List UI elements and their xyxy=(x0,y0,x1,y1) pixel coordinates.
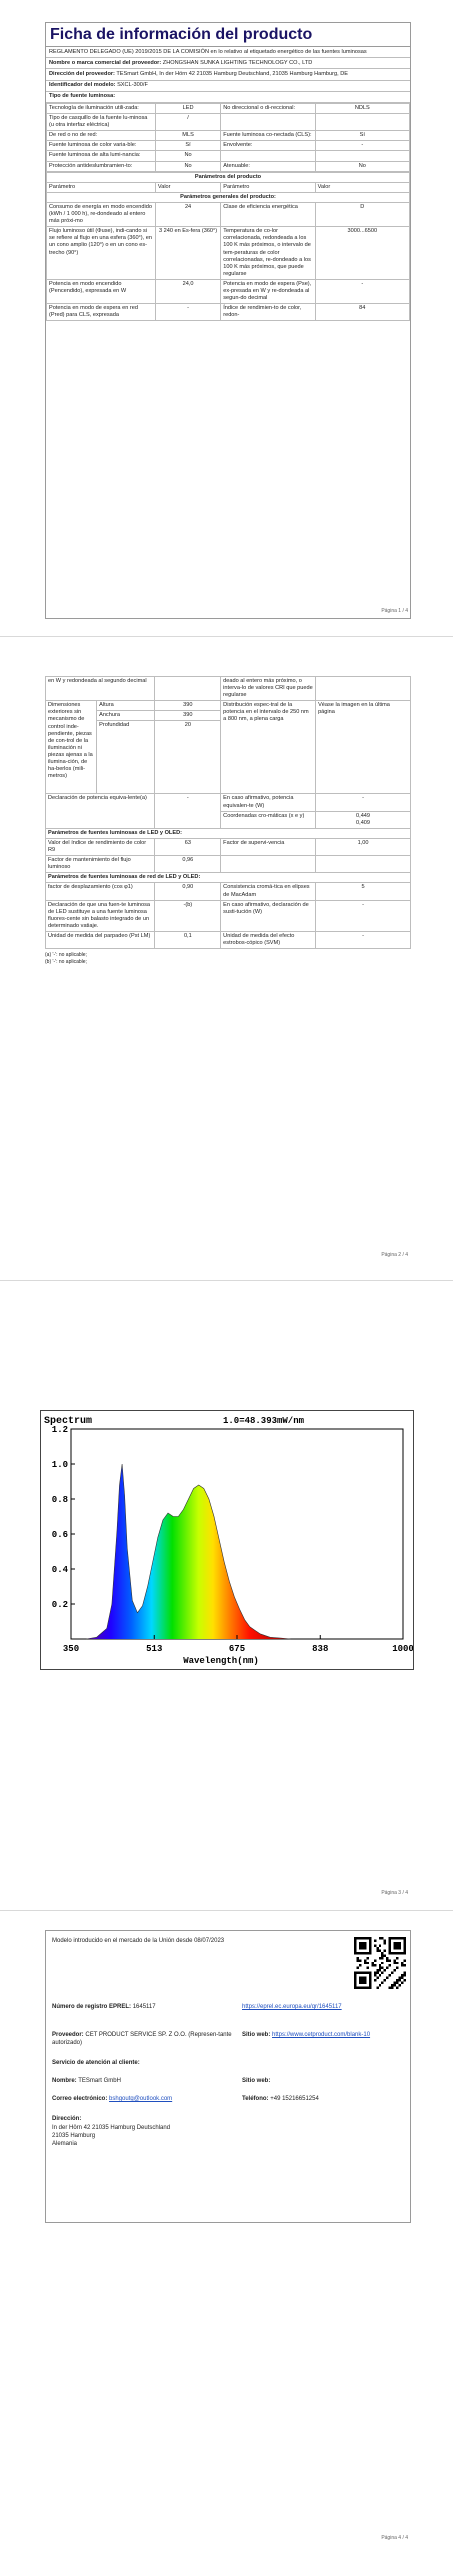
param-value: No xyxy=(315,161,409,171)
spectrum-chart xyxy=(40,1410,414,1670)
website-link[interactable]: https://www.cetproduct.com/blank-10 xyxy=(272,2032,371,2038)
param-value xyxy=(315,151,409,161)
param-label: Atenuable: xyxy=(221,161,315,171)
general-row xyxy=(47,202,410,226)
page-number: Página 1 / 4 xyxy=(381,608,408,614)
param-value: / xyxy=(155,114,220,131)
type-header: Tipo de fuente luminosa: xyxy=(46,92,410,103)
param-value: D xyxy=(315,202,409,226)
mains-params-header: Parámetros de fuentes luminosas de red de LED y OLED: xyxy=(46,873,411,883)
param-value: No xyxy=(155,151,220,161)
displacement-label: factor de desplazamiento (cos φ1) xyxy=(46,883,155,900)
page-separator xyxy=(0,1280,453,1281)
survival-value: 1,00 xyxy=(316,838,411,855)
svm-value: - xyxy=(316,931,411,948)
supplier-label: Nombre o marca comercial del proveedor: xyxy=(49,59,162,66)
col-header-value: Valor xyxy=(155,182,220,192)
y-tick-label: 1.2 xyxy=(51,1425,68,1435)
market-date: Modelo introducido en el mercado de la Unión desde 08/07/2023 xyxy=(52,1938,225,1944)
x-tick-label: 838 xyxy=(312,1644,329,1654)
param-label: Fuente luminosa co-nectada (CLS): xyxy=(221,131,315,141)
regulation-text: REGLAMENTO DELEGADO (UE) 2019/2015 DE LA COMISIÓN en lo relativo al etiquetado energético de las fuentes luminosas xyxy=(46,47,410,58)
col-header-value: Valor xyxy=(315,182,409,192)
col-header-param: Parámetro xyxy=(221,182,315,192)
supplier-row xyxy=(46,58,410,69)
params-header: Parámetros del producto xyxy=(47,172,410,182)
flicker-label: Unidad de medida del parpadeo (Pst LM) xyxy=(46,931,155,948)
height-value: 390 xyxy=(155,701,221,711)
macadam-value: 5 xyxy=(316,883,411,900)
type-row xyxy=(47,141,410,151)
fluor-label: Declaración de que una fuen-te luminosa de LED sustituye a una fuente luminosa fluores-cente sin balasto integrado de un determinado vatiaje. xyxy=(46,900,155,931)
chart-annotation: 1.0=48.393mW/nm xyxy=(223,1416,305,1426)
x-axis-label: Wavelength(nm) xyxy=(183,1656,259,1666)
macadam-label: Consistencia cromá-tica en elipses de MacAdam xyxy=(221,883,316,900)
param-value: No xyxy=(155,161,220,171)
type-row xyxy=(47,104,410,114)
param-cell: deado al entero más próximo, o interva-lo de valores CRI que puede regularse xyxy=(221,677,316,701)
displacement-value: 0,90 xyxy=(155,883,221,900)
general-row xyxy=(47,279,410,303)
provider-value: CET PRODUCT SERVICE SP. Z O.O. (Represen-tante autorizado) xyxy=(52,2032,232,2046)
x-tick-label: 1000 xyxy=(392,1644,413,1654)
address-value: TESmart GmbH, In der Hörn 42 21035 Hamburg Deutschland, 21035 Hamburg Hamburg, DE xyxy=(116,70,348,77)
param-label: Temperatura de co-lor correlacionada, redondeada a los 100 K más próximos, o intervalo de tem-peraturas de color correlacionadas, re-dondeado a los 100 K más próximos, que puede regularse xyxy=(221,227,315,280)
param-cell: en W y redondeada al segundo decimal xyxy=(46,677,155,701)
param-value: 84 xyxy=(315,304,409,321)
param-value: 24,0 xyxy=(155,279,220,303)
eprel-value: 1645117 xyxy=(132,2004,156,2010)
svm-label: Unidad de medida del efecto estrobos-cópico (SVM) xyxy=(221,931,316,948)
product-parameters-table-cont xyxy=(45,676,411,949)
service-name-row: Nombre: TESmart GmbH xyxy=(52,2078,121,2084)
param-label: Flujo luminoso útil (Φuse), indi-cando si se refiere al flujo en una esfera (360°), en un cono amplio (120°) o en un cono es-trecho (90°) xyxy=(47,227,156,280)
type-row xyxy=(47,131,410,141)
product-info-sheet-page-1 xyxy=(45,22,411,619)
fluor2-label: En caso afirmativo, declaración de susti-tución (W) xyxy=(221,900,316,931)
equiv2-label: En caso afirmativo, potencia equivalen-te (W) xyxy=(221,794,316,811)
depth-value: 20 xyxy=(155,721,221,794)
provider-row: Proveedor: CET PRODUCT SERVICE SP. Z O.O. (Represen-tante autorizado) xyxy=(52,2032,232,2046)
dimensions-label: Dimensiones exteriores sin mecanismo de control inde-pendiente, piezas de con-trol de la iluminación ni piezas ajenas a la ilumina-ción, de ha-berlos (mili-metros) xyxy=(46,701,97,794)
spd-value: Véase la imagen en la última página xyxy=(316,701,411,794)
depth-label: Profundidad xyxy=(97,721,155,794)
footnote-a: (a) '-': no aplicable; xyxy=(45,952,87,959)
equiv-value: - xyxy=(155,794,221,828)
page-number: Página 3 / 4 xyxy=(381,1890,408,1896)
r9-label: Valor del índice de rendimiento de color R9 xyxy=(46,838,155,855)
param-value: - xyxy=(315,279,409,303)
email-row: Correo electrónico: bshgoutg@outlook.com xyxy=(52,2096,173,2102)
spectrum-chart-svg xyxy=(41,1411,413,1669)
param-value: - xyxy=(315,141,409,151)
param-label: De red o no de red: xyxy=(47,131,156,141)
type-row xyxy=(47,151,410,161)
param-label xyxy=(221,114,315,131)
spectrum-area xyxy=(86,1464,290,1639)
param-label: Fuente luminosa de color varia-ble: xyxy=(47,141,156,151)
page-number: Página 2 / 4 xyxy=(381,1252,408,1258)
type-row xyxy=(47,161,410,171)
address-value: In der Hörn 42 21035 Hamburg Deutschland 21035 Hamburg Alemania xyxy=(52,2125,171,2147)
fluor2-value: - xyxy=(316,900,411,931)
address-row xyxy=(46,69,410,80)
y-tick-label: 0.2 xyxy=(51,1600,68,1610)
fluor-value: -(b) xyxy=(155,900,221,931)
survival-label: Factor de supervi-vencia xyxy=(221,838,316,855)
param-label: Índice de rendimien-to de color, redon- xyxy=(221,304,315,321)
lumen-maint-value: 0,96 xyxy=(155,856,221,873)
y-tick-label: 1.0 xyxy=(51,1460,68,1470)
param-value: Sí xyxy=(155,141,220,151)
param-label: Tecnología de iluminación utili-zada: xyxy=(47,104,156,114)
eprel-row: Número de registro EPREL: 1645117 xyxy=(52,2004,156,2010)
equiv-label: Declaración de potencia equiva-lente(a) xyxy=(46,794,155,828)
x-tick-label: 350 xyxy=(62,1644,80,1654)
page-title: Ficha de información del producto xyxy=(46,23,410,47)
param-label: Tipo de casquillo de la fuente lu-minosa (u otra interfaz eléctrica) xyxy=(47,114,156,131)
general-row xyxy=(47,227,410,280)
param-label xyxy=(221,151,315,161)
model-value: SXCL-300/F xyxy=(117,82,148,89)
y-tick-label: 0.6 xyxy=(51,1530,68,1540)
lumen-maint-label: Factor de mantenimiento del flujo luminoso xyxy=(46,856,155,873)
spd-label: Distribución espec-tral de la potencia en el intervalo de 250 nm a 800 nm, a plena carga xyxy=(221,701,316,794)
height-label: Altura xyxy=(97,701,155,711)
param-value: MLS xyxy=(155,131,220,141)
equiv2-value: - xyxy=(316,794,411,811)
coords-label: Coordenadas cro-máticas (x e y) xyxy=(221,811,316,828)
param-value: 24 xyxy=(155,202,220,226)
param-label: Fuente luminosa de alta lumi-nancia: xyxy=(47,151,156,161)
type-row xyxy=(47,114,410,131)
website-row: Sitio web: https://www.cetproduct.com/blank-10 xyxy=(242,2032,371,2038)
param-value xyxy=(315,114,409,131)
eprel-link[interactable]: https://eprel.ec.europa.eu/qr/1645117 xyxy=(242,2004,342,2010)
qr-code-icon xyxy=(354,1937,406,1989)
email-link[interactable]: bshgoutg@outlook.com xyxy=(109,2096,173,2102)
param-value: Sí xyxy=(315,131,409,141)
param-label: Potencia en modo de espera en red (Pred) para CLS, expresada xyxy=(47,304,156,321)
general-params-header: Parámetros generales del producto: xyxy=(47,192,410,202)
flicker-value: 0,1 xyxy=(155,931,221,948)
model-label: Identificador del modelo: xyxy=(49,82,116,89)
param-value: 3000...6500 xyxy=(315,227,409,280)
product-info-sheet-page-4 xyxy=(45,1930,411,2223)
footnote-b: (b) '-': no aplicable; xyxy=(45,959,87,966)
product-parameters-table xyxy=(46,172,410,322)
supplier-value: ZHONGSHAN SUNKA LIGHTING TECHNOLOGY CO., LTD xyxy=(162,59,313,66)
address-label: Dirección del proveedor: xyxy=(49,70,115,77)
width-value: 390 xyxy=(155,711,221,721)
page-separator xyxy=(0,1910,453,1911)
param-label: Potencia en modo de espera (Pse), ex-presada en W y re-dondeada al segun-do decimal xyxy=(221,279,315,303)
y-tick-label: 0.8 xyxy=(51,1495,68,1505)
x-tick-label: 675 xyxy=(228,1644,246,1654)
x-tick-label: 513 xyxy=(146,1644,163,1654)
product-info-sheet-page-2 xyxy=(45,676,411,1196)
r9-value: 63 xyxy=(155,838,221,855)
service-website-row: Sitio web: xyxy=(242,2078,271,2084)
phone-row: Teléfono: +49 15216651254 xyxy=(242,2096,319,2102)
param-label: Clase de eficiencia energética xyxy=(221,202,315,226)
width-label: Anchura xyxy=(97,711,155,721)
page-number: Página 4 / 4 xyxy=(381,2535,408,2541)
param-value: LED xyxy=(155,104,220,114)
general-row xyxy=(47,304,410,321)
chart-title: Spectrum xyxy=(44,1416,93,1427)
param-value: NDLS xyxy=(315,104,409,114)
light-source-type-table xyxy=(46,103,410,172)
param-label: Consumo de energía en modo encendido (kWh / 1 000 h), re-dondeado al entero más próxi-mo xyxy=(47,202,156,226)
service-name-value: TESmart GmbH xyxy=(78,2078,121,2084)
param-value: 3 240 en Es-fera (360°) xyxy=(155,227,220,280)
param-label: No direccional o di-reccional: xyxy=(221,104,315,114)
coords-value: 0,449 0,409 xyxy=(316,811,411,828)
col-header-param: Parámetro xyxy=(47,182,156,192)
service-header: Servicio de atención al cliente: xyxy=(52,2060,140,2066)
y-tick-label: 0.4 xyxy=(51,1565,68,1575)
address-label: Dirección: xyxy=(52,2116,82,2122)
led-params-header: Parámetros de fuentes luminosas de LED y OLED: xyxy=(46,828,411,838)
param-label: Potencia en modo encendido (Pencendido), expresada en W xyxy=(47,279,156,303)
page-separator xyxy=(0,636,453,637)
phone-value: +49 15216651254 xyxy=(270,2096,319,2102)
model-row xyxy=(46,81,410,92)
param-label: Envolvente: xyxy=(221,141,315,151)
param-label: Protección antideslumbramien-to: xyxy=(47,161,156,171)
param-value: - xyxy=(155,304,220,321)
